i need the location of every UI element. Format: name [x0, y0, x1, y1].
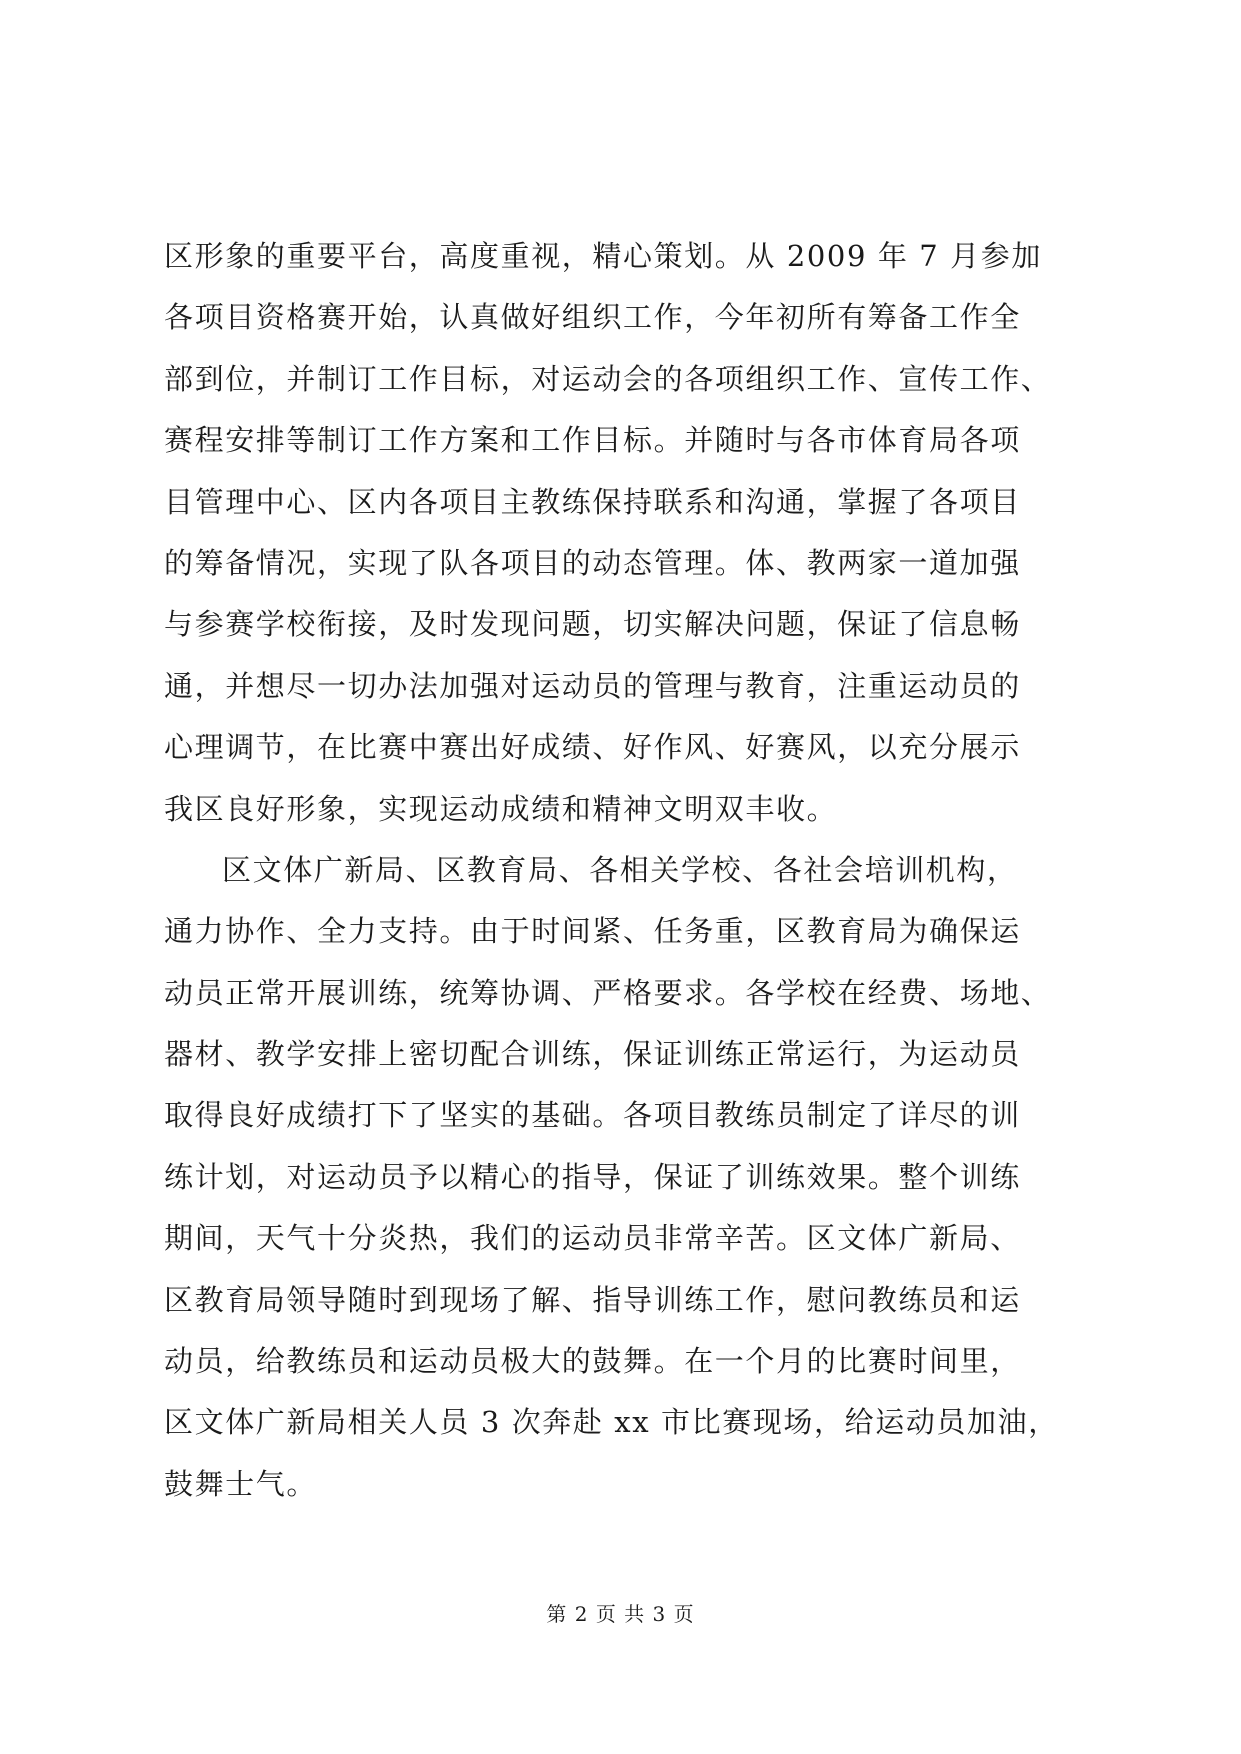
text-line: 我区良好形象，实现运动成绩和精神文明双丰收。 [164, 791, 838, 826]
text-line: 器材、教学安排上密切配合训练，保证训练正常运行，为运动员 [164, 1037, 1021, 1072]
text-line: 心理调节，在比赛中赛出好成绩、好作风、好赛风，以充分展示 [164, 730, 1021, 765]
text-line: 目管理中心、区内各项目主教练保持联系和沟通，掌握了各项目 [164, 484, 1021, 519]
text-line: 区形象的重要平台，高度重视，精心策划。从 2009 年 7 月参加 [164, 239, 1042, 273]
text-line: 区教育局领导随时到现场了解、指导训练工作，慰问教练员和运 [164, 1282, 1021, 1317]
text-line: 赛程安排等制订工作方案和工作目标。并随时与各市体育局各项 [164, 423, 1021, 458]
paragraph [164, 840, 1084, 1515]
text-line: 鼓舞士气。 [164, 1466, 318, 1501]
text-line: 与参赛学校衔接，及时发现问题，切实解决问题，保证了信息畅 [164, 607, 1021, 642]
page-number-label: 第 2 页 共 3 页 [546, 1602, 695, 1626]
text-line: 区文体广新局、区教育局、各相关学校、各社会培训机构， [222, 852, 1018, 887]
text-line: 期间，天气十分炎热，我们的运动员非常辛苦。区文体广新局、 [164, 1221, 1021, 1256]
text-line: 动员正常开展训练，统筹协调、严格要求。各学校在经费、场地、 [164, 975, 1052, 1010]
text-line: 通，并想尽一切办法加强对运动员的管理与教育，注重运动员的 [164, 668, 1021, 703]
text-line: 各项目资格赛开始，认真做好组织工作，今年初所有筹备工作全 [164, 300, 1021, 335]
document-body [164, 226, 1084, 1515]
paragraph [164, 226, 1084, 840]
text-line: 区文体广新局相关人员 3 次奔赴 xx 市比赛现场，给运动员加油， [164, 1405, 1059, 1440]
text-line: 的筹备情况，实现了队各项目的动态管理。体、教两家一道加强 [164, 545, 1021, 580]
text-line: 通力协作、全力支持。由于时间紧、任务重，区教育局为确保运 [164, 914, 1021, 949]
text-line: 部到位，并制订工作目标，对运动会的各项组织工作、宣传工作、 [164, 361, 1052, 396]
page-footer [0, 1598, 1241, 1627]
text-line: 取得良好成绩打下了坚实的基础。各项目教练员制定了详尽的训 [164, 1098, 1021, 1133]
text-line: 练计划，对运动员予以精心的指导，保证了训练效果。整个训练 [164, 1159, 1021, 1194]
text-line: 动员，给教练员和运动员极大的鼓舞。在一个月的比赛时间里， [164, 1344, 1021, 1379]
